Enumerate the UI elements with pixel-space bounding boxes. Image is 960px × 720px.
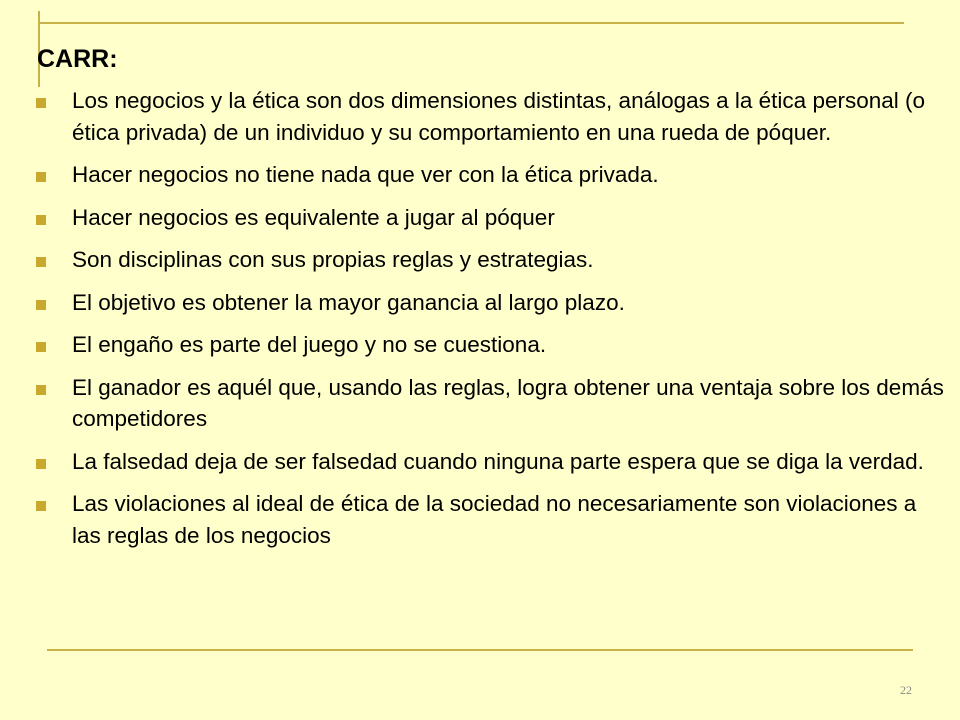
bullet-item: [36, 372, 944, 435]
bullet-text: Son disciplinas con sus propias reglas y estrategias.: [72, 247, 594, 272]
bullet-text: El ganador es aquél que, usando las reglas, logra obtener una ventaja sobre los demás competidores: [72, 374, 944, 431]
decorative-bottom-rule: [47, 649, 913, 651]
bullet-text: Las violaciones al ideal de ética de la sociedad no necesariamente son violaciones a las reglas de los negocios: [72, 491, 917, 548]
square-bullet-icon: [36, 459, 46, 469]
bullet-text: Hacer negocios no tiene nada que ver con la ética privada.: [72, 162, 659, 187]
bullet-text: Los negocios y la ética son dos dimensiones distintas, análogas a la ética personal (o ética privada) de un individuo y su comportamiento en una rueda de póquer.: [72, 88, 926, 145]
bullet-list: [36, 85, 944, 562]
bullet-text: Hacer negocios es equivalente a jugar al póquer: [72, 204, 555, 230]
bullet-item: [36, 159, 944, 191]
bullet-item: [36, 85, 944, 148]
slide-title: CARR:: [37, 45, 118, 73]
bullet-text: El engaño es parte del juego y no se cuestiona.: [72, 332, 547, 357]
square-bullet-icon: [36, 342, 46, 352]
square-bullet-icon: [36, 257, 46, 267]
page-number: 22: [900, 683, 912, 697]
bullet-text: La falsedad deja de ser falsedad cuando ninguna parte espera que se diga la verdad.: [72, 448, 924, 474]
bullet-item: [36, 329, 944, 361]
square-bullet-icon: [36, 172, 46, 182]
square-bullet-icon: [36, 98, 46, 108]
bullet-text: El objetivo es obtener la mayor ganancia al largo plazo.: [72, 289, 625, 315]
bullet-item: [36, 446, 944, 478]
square-bullet-icon: [36, 385, 46, 395]
bullet-item: [36, 244, 944, 276]
square-bullet-icon: [36, 501, 46, 511]
bullet-item: [36, 287, 944, 319]
bullet-item: [36, 202, 944, 234]
bullet-item: [36, 488, 944, 551]
square-bullet-icon: [36, 300, 46, 310]
decorative-top-rule: [38, 22, 904, 24]
square-bullet-icon: [36, 215, 46, 225]
